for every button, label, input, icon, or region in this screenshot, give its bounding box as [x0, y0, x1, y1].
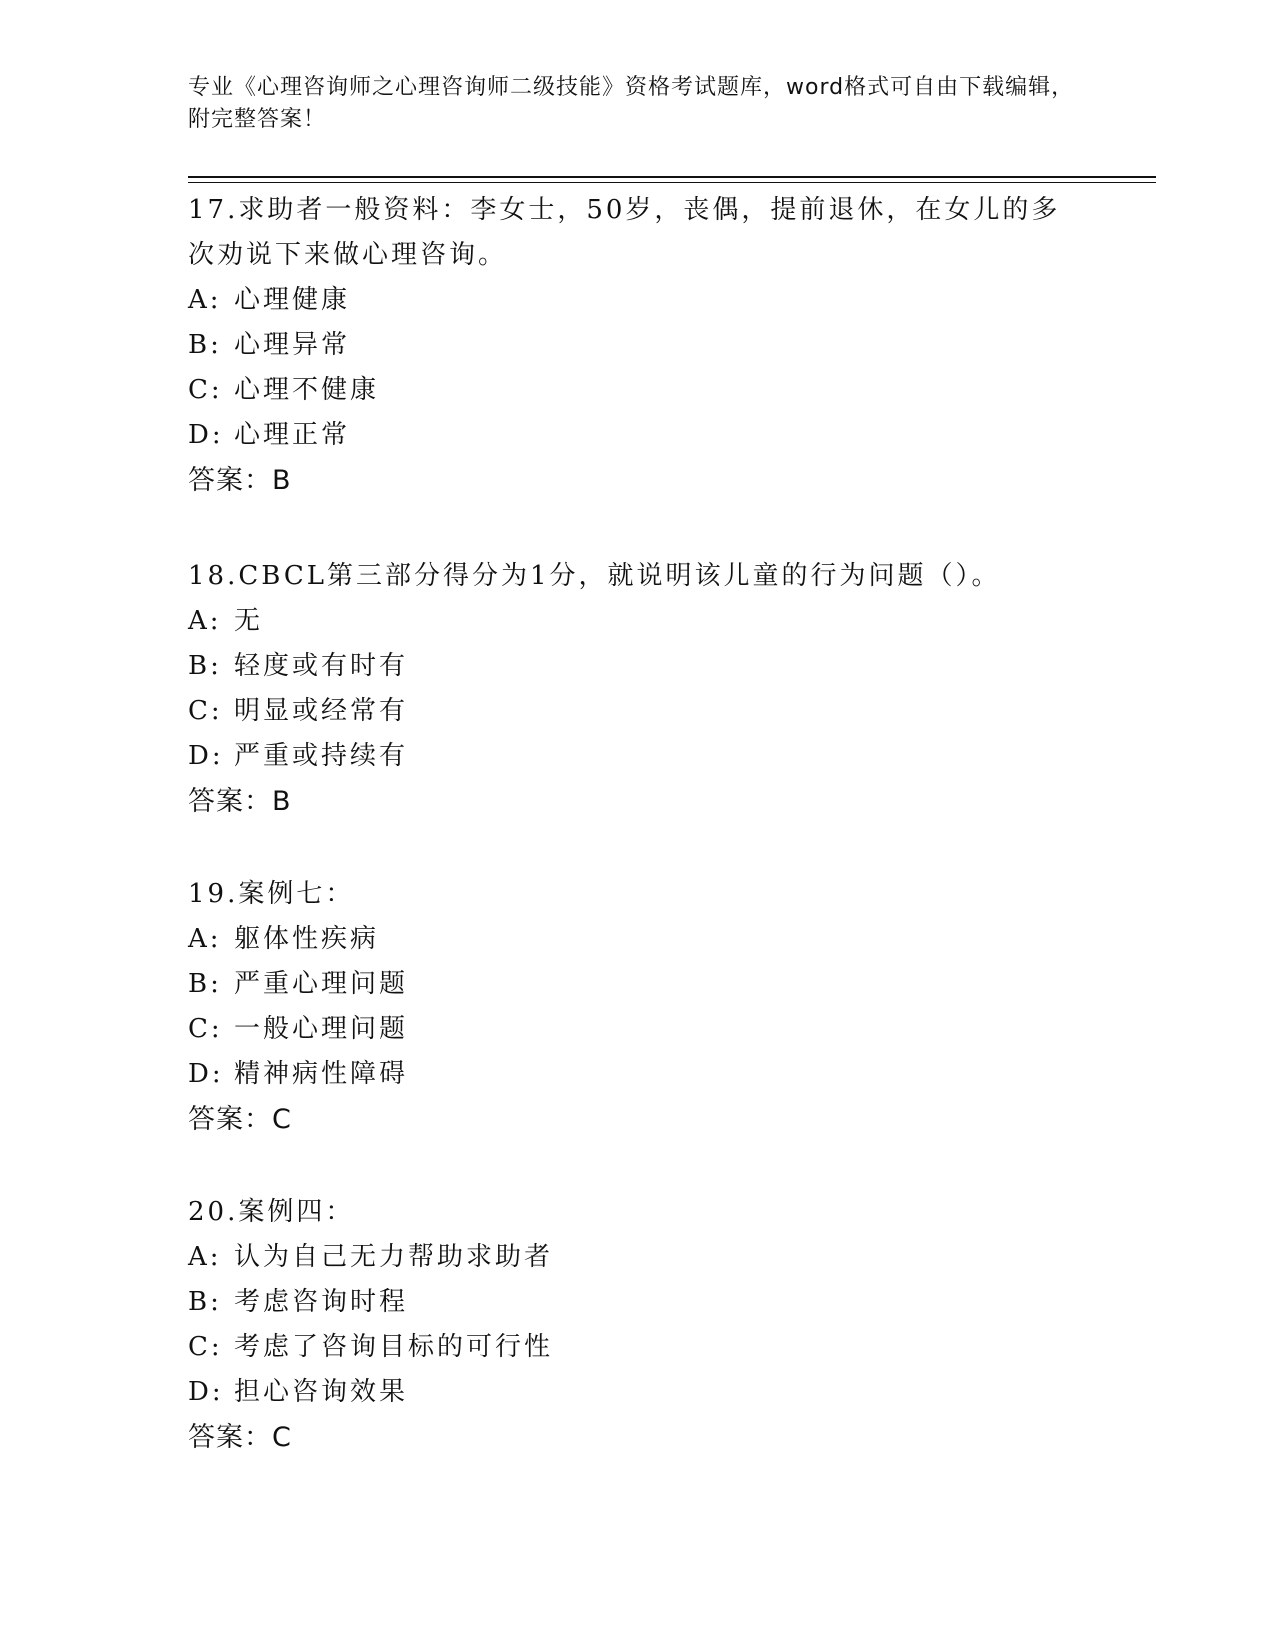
option-key: B:: [188, 651, 222, 681]
question-stem: 18.CBCL第三部分得分为1分，就说明该儿童的行为问题（）。: [188, 561, 1001, 591]
option-d: [188, 1052, 1088, 1097]
option-text: 认为自己无力帮助求助者: [234, 1242, 554, 1272]
option-text: 考虑了咨询目标的可行性: [234, 1332, 554, 1362]
option-c: [188, 1007, 1088, 1052]
option-key: D:: [188, 1059, 224, 1089]
option-a: [188, 1235, 1088, 1280]
option-text: 心理不健康: [234, 375, 380, 405]
option-b: [188, 1280, 1088, 1325]
option-text: 严重或持续有: [234, 741, 409, 771]
option-a: [188, 599, 1088, 644]
question-20: [188, 1190, 1088, 1460]
question-stem: 20.案例四：: [188, 1197, 355, 1227]
option-c: [188, 1325, 1088, 1370]
option-text: 心理健康: [234, 285, 351, 315]
question-17: [188, 188, 1088, 503]
option-c: [188, 368, 1088, 413]
question-stem: 17.求助者一般资料：李女士，50岁，丧偶，提前退休，在女儿的多次劝说下来做心理咨询。: [188, 195, 1061, 270]
question-18: [188, 554, 1088, 824]
option-d: [188, 413, 1088, 458]
option-a: [188, 917, 1088, 962]
option-key: D:: [188, 741, 224, 771]
option-text: 担心咨询效果: [234, 1377, 409, 1407]
option-key: B:: [188, 1287, 222, 1317]
option-key: B:: [188, 969, 222, 999]
option-key: D:: [188, 1377, 224, 1407]
option-key: D:: [188, 420, 224, 450]
answer-label: 答案：B: [188, 465, 292, 496]
option-key: C:: [188, 696, 223, 726]
option-key: A:: [188, 285, 222, 315]
header-divider: [188, 176, 1156, 178]
option-d: [188, 734, 1088, 779]
option-text: 严重心理问题: [234, 969, 409, 999]
option-b: [188, 323, 1088, 368]
option-b: [188, 644, 1088, 689]
answer-label: 答案：C: [188, 1422, 292, 1453]
option-key: B:: [188, 330, 222, 360]
answer-label: 答案：B: [188, 786, 292, 817]
option-text: 明显或经常有: [234, 696, 409, 726]
option-key: A:: [188, 606, 222, 636]
document-header: 专业《心理咨询师之心理咨询师二级技能》资格考试题库，word格式可自由下载编辑，附完整答案！: [188, 75, 1075, 132]
option-text: 心理正常: [234, 420, 351, 450]
option-key: C:: [188, 1014, 223, 1044]
header-divider-thin: [188, 182, 1156, 183]
option-text: 无: [234, 606, 264, 636]
option-key: C:: [188, 375, 223, 405]
option-a: [188, 278, 1088, 323]
option-c: [188, 689, 1088, 734]
option-key: C:: [188, 1332, 223, 1362]
option-text: 一般心理问题: [234, 1014, 409, 1044]
question-stem: 19.案例七：: [188, 879, 355, 909]
option-text: 轻度或有时有: [234, 651, 409, 681]
answer-label: 答案：C: [188, 1104, 292, 1135]
option-key: A:: [188, 1242, 222, 1272]
option-key: A:: [188, 924, 222, 954]
option-text: 精神病性障碍: [234, 1059, 409, 1089]
option-text: 躯体性疾病: [234, 924, 380, 954]
option-text: 考虑咨询时程: [234, 1287, 409, 1317]
option-d: [188, 1370, 1088, 1415]
option-text: 心理异常: [234, 330, 351, 360]
question-19: [188, 872, 1088, 1142]
option-b: [188, 962, 1088, 1007]
